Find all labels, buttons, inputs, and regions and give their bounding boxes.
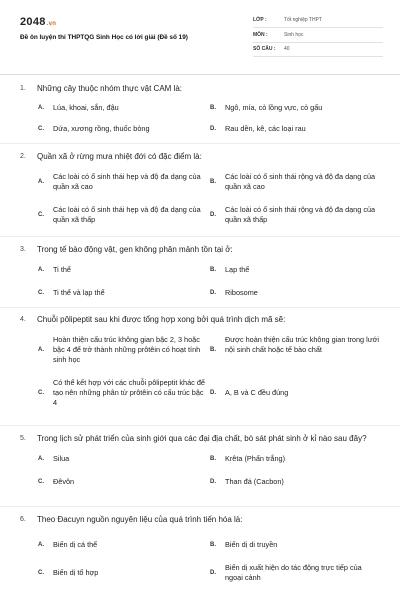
document-title: Đề ôn luyện thi THPTQG Sinh Học có lời giải (Đề số 19)	[20, 34, 188, 41]
option-c[interactable]	[38, 288, 208, 298]
option-a[interactable]	[38, 454, 208, 464]
options-list	[20, 531, 385, 593]
question-stem	[20, 433, 385, 444]
question-6	[20, 514, 385, 593]
site-logo[interactable]	[20, 16, 56, 28]
question-number: 6.	[20, 516, 26, 523]
meta-value-count: 40	[284, 46, 290, 52]
option-b[interactable]	[210, 454, 380, 464]
question-text: Chuỗi pôlipeptit sau khi được tổng hợp xong bởi quá trình dịch mã sẽ:	[37, 315, 286, 324]
option-text: Biến dị di truyền	[225, 540, 278, 549]
option-a[interactable]	[38, 172, 208, 192]
option-text: Ti thể	[53, 265, 71, 274]
option-a[interactable]	[38, 103, 208, 113]
option-letter: D.	[210, 570, 216, 576]
option-d[interactable]	[210, 288, 380, 298]
option-text: Các loài có ổ sinh thái rộng và độ đa dạng của quần xã cao	[225, 172, 376, 191]
question-text: Những cây thuộc nhóm thực vật CAM là:	[37, 84, 182, 93]
option-text: Silua	[53, 454, 70, 463]
options-list	[20, 331, 385, 427]
option-text: A, B và C đều đúng	[225, 388, 289, 397]
logo-suffix: .vn	[46, 21, 57, 27]
option-letter: D.	[210, 212, 216, 218]
question-number: 4.	[20, 316, 26, 323]
option-b[interactable]	[210, 172, 380, 192]
question-divider	[0, 236, 400, 237]
meta-row-count	[253, 43, 383, 57]
option-b[interactable]	[210, 265, 380, 275]
question-number: 3.	[20, 246, 26, 253]
option-d[interactable]	[210, 124, 380, 134]
options-list	[20, 168, 385, 238]
question-text: Theo Đacuyn nguồn nguyên liệu của quá trình tiến hóa là:	[37, 515, 243, 524]
question-divider	[0, 143, 400, 144]
option-text: Rau dền, kê, các loại rau	[225, 124, 306, 133]
option-c[interactable]	[38, 477, 208, 487]
option-a[interactable]	[38, 265, 208, 275]
question-stem	[20, 314, 385, 325]
option-text: Ti thể và lạp thể	[53, 288, 105, 297]
question-2	[20, 151, 385, 238]
option-text: Biến dị xuất hiện do tác động trực tiếp của ngoại cảnh	[225, 563, 362, 582]
option-letter: C.	[38, 212, 44, 218]
question-text: Trong lịch sử phát triển của sinh giới qua các đại địa chất, bò sát phát sinh ở kỉ nào sau đây?	[37, 434, 367, 443]
option-text: Ribosome	[225, 288, 258, 297]
option-text: Các loài có ổ sinh thái hẹp và độ đa dạng của quần xã cao	[53, 172, 201, 191]
question-divider	[0, 425, 400, 426]
meta-row-subject	[253, 29, 383, 43]
question-1	[20, 83, 385, 136]
question-text: Quần xã ở rừng mưa nhiệt đới có đặc điểm là:	[37, 152, 202, 161]
option-letter: B.	[210, 456, 216, 462]
question-5	[20, 433, 385, 496]
option-text: Các loài có ổ sinh thái rộng và độ đa dạng của quần xã thấp	[225, 205, 376, 224]
option-letter: D.	[210, 290, 216, 296]
question-text: Trong tế bào động vật, gen không phân mảnh tồn tại ở:	[37, 245, 233, 254]
option-letter: A.	[38, 456, 44, 462]
option-text: Lạp thể	[225, 265, 250, 274]
option-letter: D.	[210, 126, 216, 132]
option-b[interactable]	[210, 335, 380, 355]
question-divider	[0, 506, 400, 507]
option-letter: A.	[38, 542, 44, 548]
option-a[interactable]	[38, 540, 208, 550]
option-c[interactable]	[38, 378, 208, 408]
option-letter: A.	[38, 179, 44, 185]
option-text: Dứa, xương rồng, thuốc bỏng	[53, 124, 150, 133]
meta-row-grade	[253, 14, 383, 28]
option-c[interactable]	[38, 124, 208, 134]
option-letter: B.	[210, 347, 216, 353]
option-letter: A.	[38, 347, 44, 353]
option-text: Các loài có ổ sinh thái hẹp và độ đa dạng của quần xã thấp	[53, 205, 201, 224]
option-text: Hoàn thiện cấu trúc không gian bậc 2, 3 hoặc bậc 4 để trở thành những prôtêin có hoạt tính sinh học	[53, 335, 201, 364]
option-letter: B.	[210, 105, 216, 111]
question-stem	[20, 83, 385, 94]
meta-value-grade: Tốt nghiệp THPT	[284, 17, 322, 23]
options-list	[20, 100, 385, 136]
option-letter: D.	[210, 390, 216, 396]
options-list	[20, 450, 385, 496]
option-c[interactable]	[38, 568, 208, 578]
option-d[interactable]	[210, 477, 380, 487]
option-d[interactable]	[210, 388, 380, 398]
option-text: Biến dị tổ hợp	[53, 568, 99, 577]
option-c[interactable]	[38, 205, 208, 225]
meta-label-count: SỐ CÂU :	[253, 46, 276, 52]
option-letter: B.	[210, 542, 216, 548]
option-d[interactable]	[210, 205, 380, 225]
question-stem	[20, 151, 385, 162]
option-text: Ngô, mía, cỏ lồng vực, cỏ gấu	[225, 103, 323, 112]
question-number: 2.	[20, 153, 26, 160]
document-header	[0, 0, 400, 70]
option-text: Krêta (Phấn trắng)	[225, 454, 286, 463]
option-b[interactable]	[210, 540, 380, 550]
option-text: Biến dị cá thể	[53, 540, 98, 549]
meta-value-subject: Sinh học	[284, 32, 304, 38]
option-d[interactable]	[210, 563, 380, 583]
option-text: Đêvôn	[53, 477, 75, 486]
option-b[interactable]	[210, 103, 380, 113]
option-a[interactable]	[38, 335, 208, 365]
question-stem	[20, 244, 385, 255]
option-letter: B.	[210, 267, 216, 273]
option-letter: C.	[38, 570, 44, 576]
option-text: Có thể kết hợp với các chuỗi pôlipeptit khác để tạo nên những phân tử prôtêin có cấu trúc bậc 4	[53, 378, 205, 407]
header-divider	[0, 74, 400, 75]
option-letter: A.	[38, 105, 44, 111]
meta-label-grade: LỚP :	[253, 17, 267, 23]
option-letter: C.	[38, 479, 44, 485]
question-3	[20, 244, 385, 305]
meta-label-subject: MÔN :	[253, 32, 268, 38]
question-4	[20, 314, 385, 427]
option-letter: C.	[38, 126, 44, 132]
option-letter: D.	[210, 479, 216, 485]
question-stem	[20, 514, 385, 525]
options-list	[20, 261, 385, 305]
option-letter: A.	[38, 267, 44, 273]
question-number: 5.	[20, 435, 26, 442]
option-letter: C.	[38, 390, 44, 396]
option-text: Lúa, khoai, sắn, đậu	[53, 103, 119, 112]
question-divider	[0, 307, 400, 308]
option-letter: C.	[38, 290, 44, 296]
option-text: Than đá (Cacbon)	[225, 477, 284, 486]
option-letter: B.	[210, 179, 216, 185]
option-text: Được hoàn thiện cấu trúc không gian trong lưới nội sinh chất hoặc tế bào chất	[225, 335, 380, 354]
logo-main: 2048	[20, 16, 46, 28]
question-number: 1.	[20, 85, 26, 92]
